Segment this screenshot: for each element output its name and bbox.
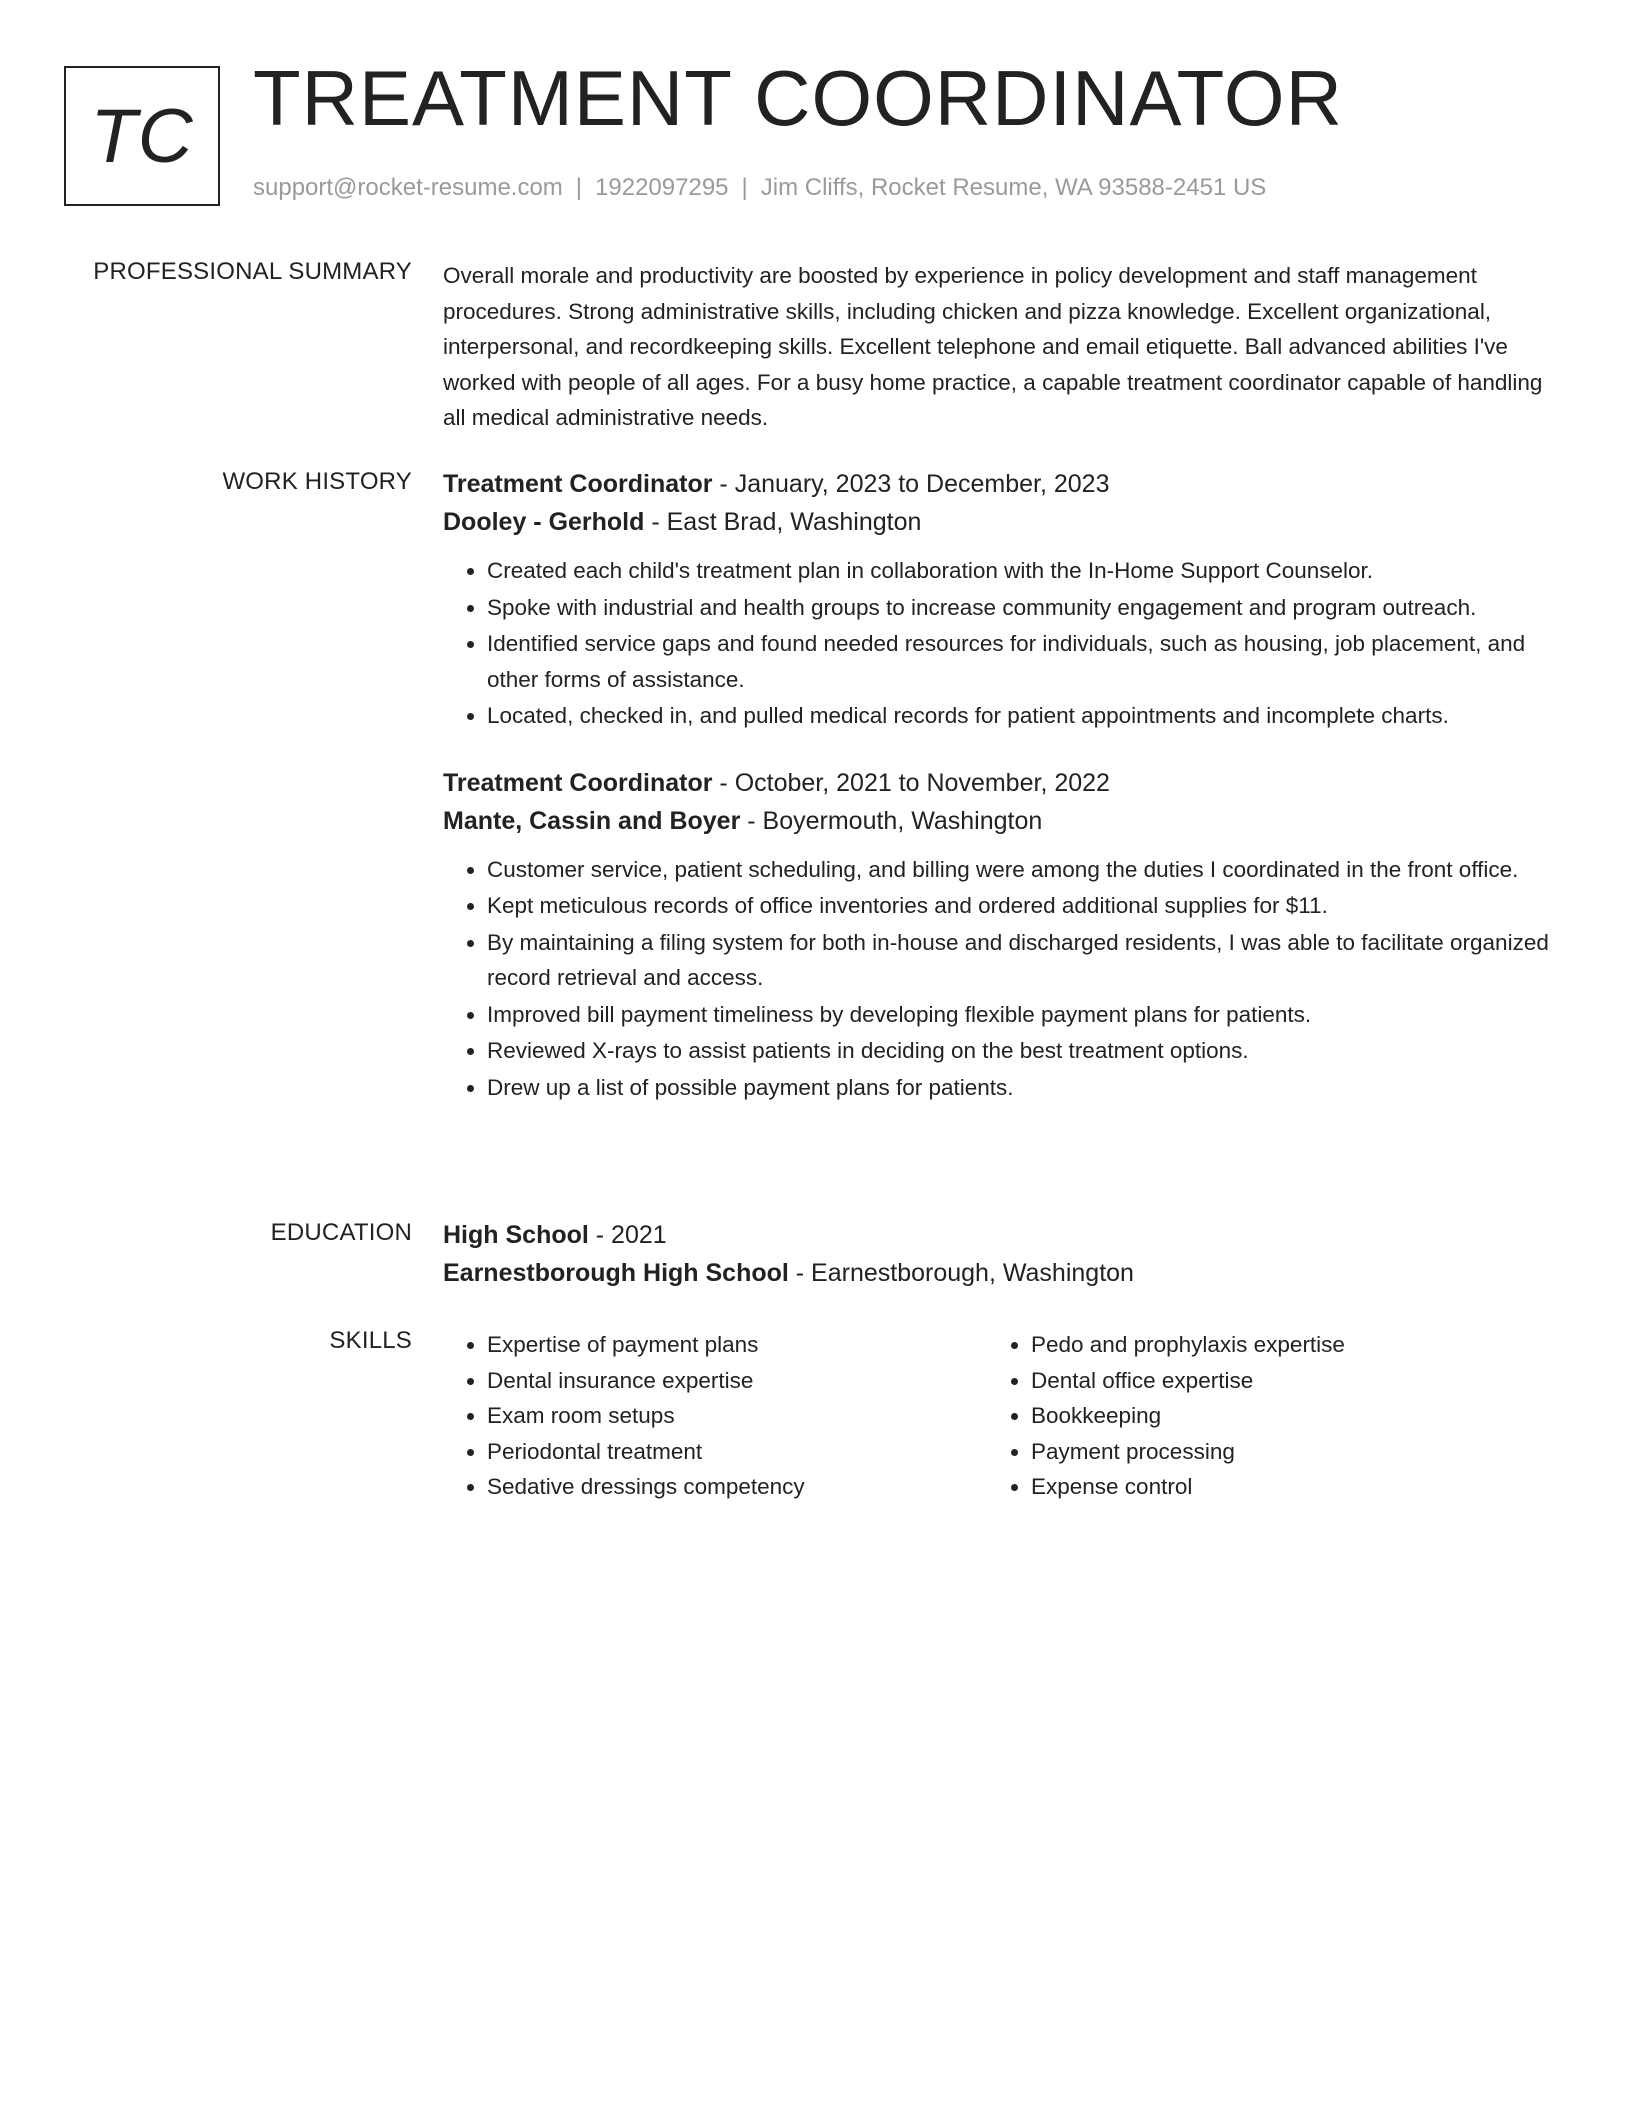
contact-separator: | xyxy=(741,174,748,201)
skill-item: • Dental insurance expertise xyxy=(487,1363,987,1399)
education-degree: High School xyxy=(443,1221,589,1249)
job-bullet: • Kept meticulous records of office inventories and ordered additional supplies for $11. xyxy=(487,888,1553,924)
job-bullet: • Drew up a list of possible payment plans for patients. xyxy=(487,1070,1553,1106)
job-bullet: • Improved bill payment timeliness by developing flexible payment plans for patients. xyxy=(487,997,1553,1033)
job-bullet: • Created each child's treatment plan in collaboration with the In-Home Support Counselor. xyxy=(487,553,1553,589)
monogram-initials: TC xyxy=(90,93,194,179)
job-company: Mante, Cassin and Boyer xyxy=(443,806,741,835)
monogram-badge xyxy=(64,66,220,206)
education-year: - 2021 xyxy=(588,1221,667,1249)
job-bullet: • Reviewed X-rays to assist patients in deciding on the best treatment options. xyxy=(487,1033,1553,1069)
contact-line xyxy=(253,174,1266,202)
section-heading-work: WORK HISTORY xyxy=(222,468,412,495)
job-bullet-list xyxy=(443,852,1553,1106)
education-degree-line xyxy=(443,1216,1553,1254)
education-body xyxy=(443,1216,1553,1292)
skill-item: • Expense control xyxy=(1031,1469,1531,1505)
job-title: Treatment Coordinator xyxy=(443,470,713,498)
job-dates: - October, 2021 to November, 2022 xyxy=(712,768,1110,797)
job-bullet: • Located, checked in, and pulled medical records for patient appointments and incomplete charts. xyxy=(487,698,1553,734)
job-bullet: • By maintaining a filing system for both in-house and discharged residents, I was able to facilitate organized record retrieval and access. xyxy=(487,925,1553,996)
job-bullet: • Identified service gaps and found needed resources for individuals, such as housing, job placement, and other forms of assistance. xyxy=(487,626,1553,697)
job-company-line xyxy=(443,802,1553,840)
education-school-line xyxy=(443,1254,1553,1292)
section-heading-summary: PROFESSIONAL SUMMARY xyxy=(93,258,412,285)
job-title-line xyxy=(443,764,1553,802)
job-location: - Boyermouth, Washington xyxy=(740,806,1043,835)
work-history-body xyxy=(443,465,1553,1106)
contact-separator: | xyxy=(575,174,583,201)
job-entry xyxy=(443,764,1553,1106)
skill-item: • Bookkeeping xyxy=(1031,1398,1531,1434)
resume-title: TREATMENT COORDINATOR xyxy=(253,54,1343,142)
summary-text: Overall morale and productivity are boosted by experience in policy development and staff management procedures. Strong administrative skills, including chicken and pizza knowledge. Excellent organizational, interpersonal, and recordkeeping skills. Excellent telephone and email etiquette. Ball advanced abilities I've worked with people of all ages. For a busy home practice, a capable treatment coordinator capable of handling all medical administrative needs. xyxy=(443,263,1543,430)
section-heading-skills: SKILLS xyxy=(329,1327,412,1354)
job-entry xyxy=(443,465,1553,734)
skill-item: • Expertise of payment plans xyxy=(487,1327,987,1363)
contact-address: Jim Cliffs, Rocket Resume, WA 93588-2451 US xyxy=(760,174,1267,201)
skill-item: • Dental office expertise xyxy=(1031,1363,1531,1399)
education-school: Earnestborough High School xyxy=(443,1259,789,1287)
skill-item: • Sedative dressings competency xyxy=(487,1469,987,1505)
job-location: - East Brad, Washington xyxy=(644,508,922,536)
job-bullet: • Customer service, patient scheduling, and billing were among the duties I coordinated in the front office. xyxy=(487,852,1553,888)
contact-email[interactable]: support@rocket-resume.com xyxy=(253,174,563,201)
section-heading-education: EDUCATION xyxy=(270,1219,412,1246)
skills-list-left xyxy=(443,1327,987,1505)
contact-phone[interactable]: 1922097295 xyxy=(595,174,729,201)
job-title: Treatment Coordinator xyxy=(443,768,713,797)
job-company: Dooley - Gerhold xyxy=(443,508,645,536)
job-bullet-list xyxy=(443,553,1553,734)
job-company-line xyxy=(443,503,1553,541)
skill-item: • Pedo and prophylaxis expertise xyxy=(1031,1327,1531,1363)
skills-columns xyxy=(443,1327,1553,1505)
skill-item: • Periodontal treatment xyxy=(487,1434,987,1470)
education-location: - Earnestborough, Washington xyxy=(788,1259,1134,1287)
job-title-line xyxy=(443,465,1553,503)
skill-item: • Payment processing xyxy=(1031,1434,1531,1470)
job-dates: - January, 2023 to December, 2023 xyxy=(712,470,1110,498)
job-bullet: • Spoke with industrial and health groups to increase community engagement and program outreach. xyxy=(487,590,1553,626)
skills-list-right xyxy=(987,1327,1531,1505)
skill-item: • Exam room setups xyxy=(487,1398,987,1434)
